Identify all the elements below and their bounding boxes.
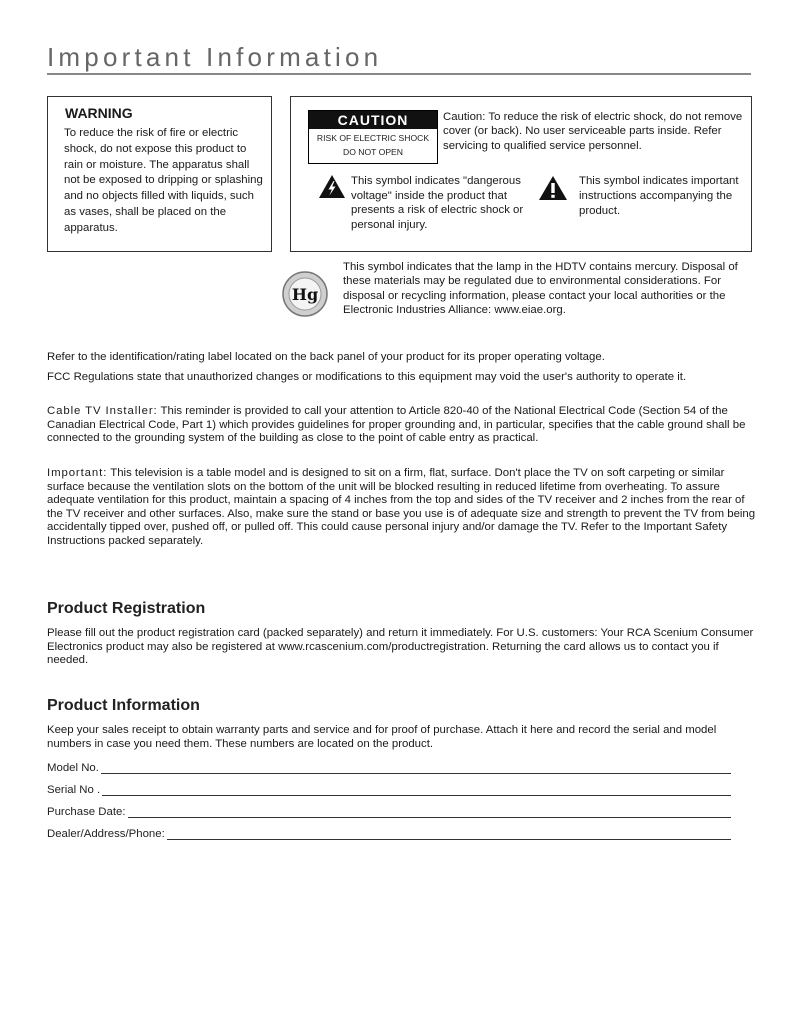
mercury-text: This symbol indicates that the lamp in the HDTV contains mercury. Disposal of these materials may be regulated due to environmental considerations. For disposal or recycling information, please contact your local authorities or the Electronic Industries Alliance: www.eiae.org. (343, 261, 738, 317)
attention-warning-icon (538, 175, 568, 201)
important-lead: Important: (47, 467, 108, 479)
attention-symbol-text: This symbol indicates important instructions accompanying the product. (579, 175, 739, 218)
warning-heading: WARNING (65, 105, 133, 121)
caution-box (290, 96, 752, 252)
caution-label-line1: RISK OF ELECTRIC SHOCK (316, 133, 430, 143)
dealer-label: Dealer/Address/Phone: (47, 828, 165, 840)
mercury-icon-label: Hg (291, 285, 319, 304)
serial-number-field[interactable] (47, 783, 731, 796)
model-number-field[interactable] (47, 761, 731, 774)
serial-number-label: Serial No . (47, 784, 101, 796)
important-paragraph (47, 467, 759, 548)
product-information-heading: Product Information (47, 697, 200, 714)
serial-number-line[interactable] (102, 783, 731, 796)
product-registration-heading: Product Registration (47, 600, 206, 617)
dealer-line[interactable] (167, 827, 731, 840)
dangerous-voltage-icon (318, 174, 346, 199)
caution-label-line2: DO NOT OPEN (342, 147, 403, 157)
cable-installer-lead: Cable TV Installer: (47, 405, 158, 417)
caution-label-subtext (309, 129, 437, 163)
mercury-hg-icon (281, 270, 329, 318)
caution-text: Caution: To reduce the risk of electric shock, do not remove cover (or back). No user serviceable parts inside. Refer servicing to qualified service personnel. (443, 111, 743, 152)
fcc-paragraph: FCC Regulations state that unauthorized changes or modifications to this equipment may void the user's authority to operate it. (47, 371, 687, 383)
warning-box (47, 96, 272, 252)
product-registration-text: Please fill out the product registration card (packed separately) and return it immediately. For U.S. customers: Your RCA Scenium Consumer Electronics product may also be registered at www.rcascenium.com/productregistration. Returning the card allows us to contact you if needed. (47, 627, 754, 666)
dealer-field[interactable] (47, 827, 731, 840)
page-title: Important Information (47, 42, 383, 72)
product-information-text: Keep your sales receipt to obtain warranty parts and service and for proof of purchase. Attach it here and record the serial and model numbers in case you need them. These numbers are located on the product. (47, 724, 717, 750)
cable-installer-body: This reminder is provided to call your attention to Article 820-40 of the National Electrical Code (Section 54 of the Canadian Electrical Code, Part 1) which provides guidelines for proper grounding and, in particular, specifies that the cable ground shall be connected to the grounding system of the building as close to the point of cable entry as practical. (47, 405, 746, 444)
important-body: This television is a table model and is designed to sit on a firm, flat, surface. Don't place the TV on soft carpeting or similar surface because the ventilation slots on the bottom of the unit will be blocked resulting in reduced lifetime from overheating. To assure adequate ventilation for this product, maintain a spacing of 4 inches from the top and sides of the TV receiver and 2 inches from the rear of the TV receiver and other surfaces. Also, make sure the stand or base you use is of adequate size and strength to prevent the TV from being accidentally tipped over, pushed off, or pulled off. This could cause personal injury and/or damage the TV. Refer to the Important Safety Instructions packed separately. (47, 467, 756, 547)
purchase-date-line[interactable] (128, 805, 731, 818)
warning-text: To reduce the risk of fire or electric shock, do not expose this product to rain or moisture. The apparatus shall not be exposed to dripping or splashing and no objects filled with liquids, such as vases, shall be placed on the apparatus. (64, 127, 263, 234)
model-number-label: Model No. (47, 762, 99, 774)
purchase-date-label: Purchase Date: (47, 806, 126, 818)
caution-label-title: CAUTION (309, 111, 437, 129)
rating-label-paragraph: Refer to the identification/rating label located on the back panel of your product for its proper operating voltage. (47, 351, 605, 363)
cable-installer-paragraph (47, 405, 759, 446)
model-number-line[interactable] (101, 761, 731, 774)
dangerous-voltage-text: This symbol indicates "dangerous voltage" inside the product that presents a risk of electric shock or personal injury. (351, 175, 524, 231)
caution-label (308, 110, 438, 164)
purchase-date-field[interactable] (47, 805, 731, 818)
title-divider (47, 73, 751, 75)
